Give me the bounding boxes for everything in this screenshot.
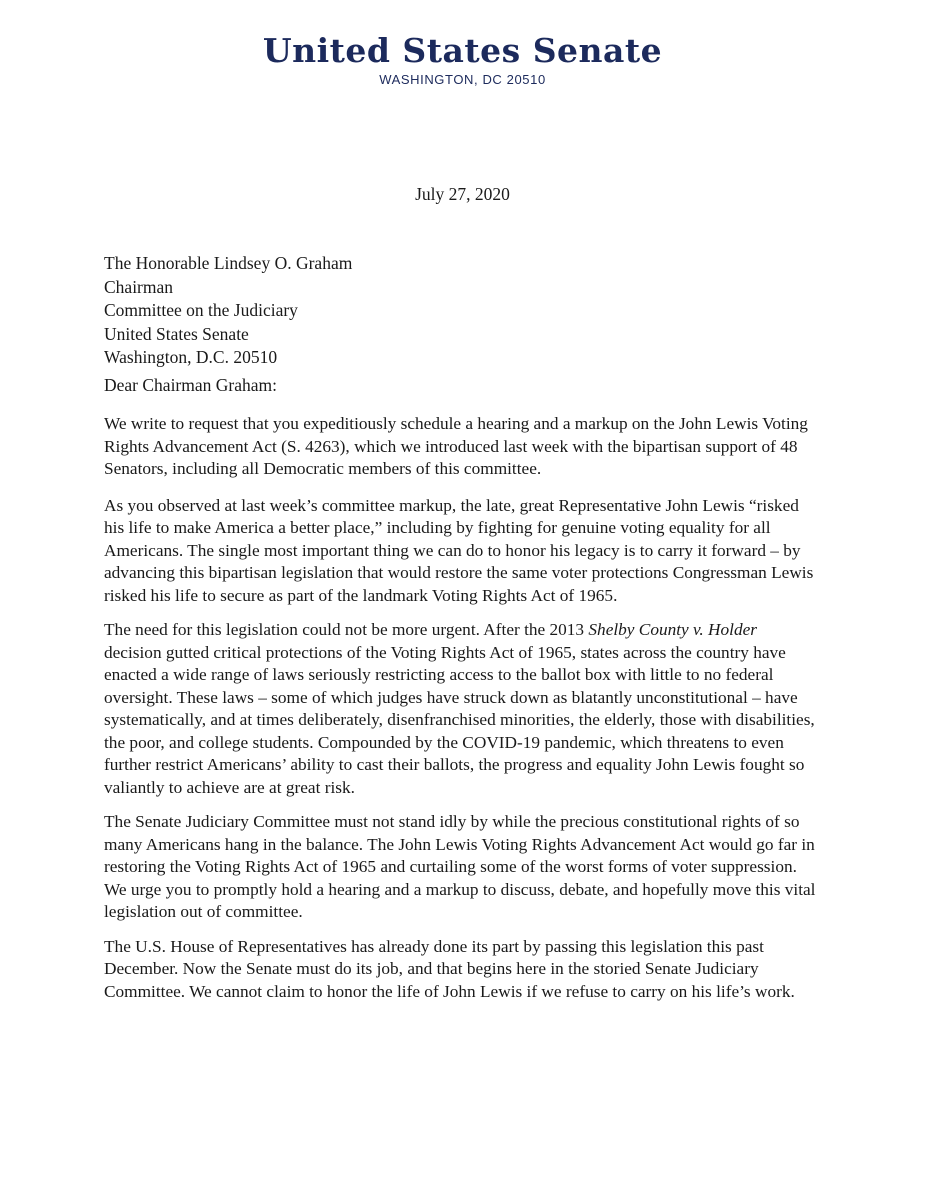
- letterhead-title: United States Senate: [262, 31, 663, 70]
- addressee-line: The Honorable Lindsey O. Graham: [104, 253, 353, 273]
- body-paragraph: [104, 619, 816, 799]
- paragraph-text: The need for this legislation could not be more urgent. After the 2013: [104, 620, 589, 639]
- letter-body: [104, 413, 816, 1017]
- body-paragraph: The Senate Judiciary Committee must not stand idly by while the precious constitutional rights of so many Americans hang in the balance. The John Lewis Voting Rights Advancement Act would go far in restoring the Voting Rights Act of 1965 and curtailing some of the worst forms of voter suppression. We urge you to promptly hold a hearing and a markup to discuss, debate, and hopefully move this vital legislation out of committee.: [104, 812, 816, 921]
- letter-date: July 27, 2020: [415, 184, 510, 204]
- addressee-line: Chairman: [104, 276, 174, 297]
- case-name: Shelby County v. Holder: [588, 620, 758, 639]
- body-paragraph: We write to request that you expeditiously schedule a hearing and a markup on the John Lewis Voting Rights Advancement Act (S. 4263), which we introduced last week with the bipartisan support of 48 Senators, including all Democratic members of this committee.: [104, 414, 808, 478]
- salutation: Dear Chairman Graham:: [104, 375, 277, 395]
- addressee-line: United States Senate: [104, 323, 249, 344]
- letterhead-address: WASHINGTON, DC 20510: [379, 72, 546, 87]
- body-paragraph: As you observed at last week’s committee markup, the late, great Representative John Lewis “risked his life to make America a better place,” including by fighting for genuine voting equality for all Americans. The single most important thing we can do to honor his legacy is to carry it forward – by advancing this bipartisan legislation that would restore the same voter protections Congressman Lewis risked his life to secure as part of the landmark Voting Rights Act of 1965.: [104, 495, 814, 605]
- addressee-line: Committee on the Judiciary: [104, 300, 298, 320]
- body-paragraph: The U.S. House of Representatives has already done its part by passing this legislation this past December. Now the Senate must do its job, and that begins here in the storied Senate Judiciary Committee. We cannot claim to honor the life of John Lewis if we refuse to carry on his life’s work.: [104, 936, 795, 1001]
- addressee-block: [104, 252, 352, 370]
- paragraph-text: decision gutted critical protections of the Voting Rights Act of 1965, states across the country have enacted a wide range of laws seriously restricting access to the ballot box with little to no federal oversight. These laws – some of which judges have struck down as blatantly unconstitutional – have systematically, and at times deliberately, disenfranchised minorities, the elderly, those with disabilities, the poor, and college students. Compounded by the COVID-19 pandemic, which threatens to even further restrict Americans’ ability to cast their ballots, the progress and equality John Lewis fought so valiantly to achieve are at great risk.: [104, 642, 815, 797]
- addressee-line: Washington, D.C. 20510: [104, 347, 278, 367]
- letterhead: [0, 30, 925, 87]
